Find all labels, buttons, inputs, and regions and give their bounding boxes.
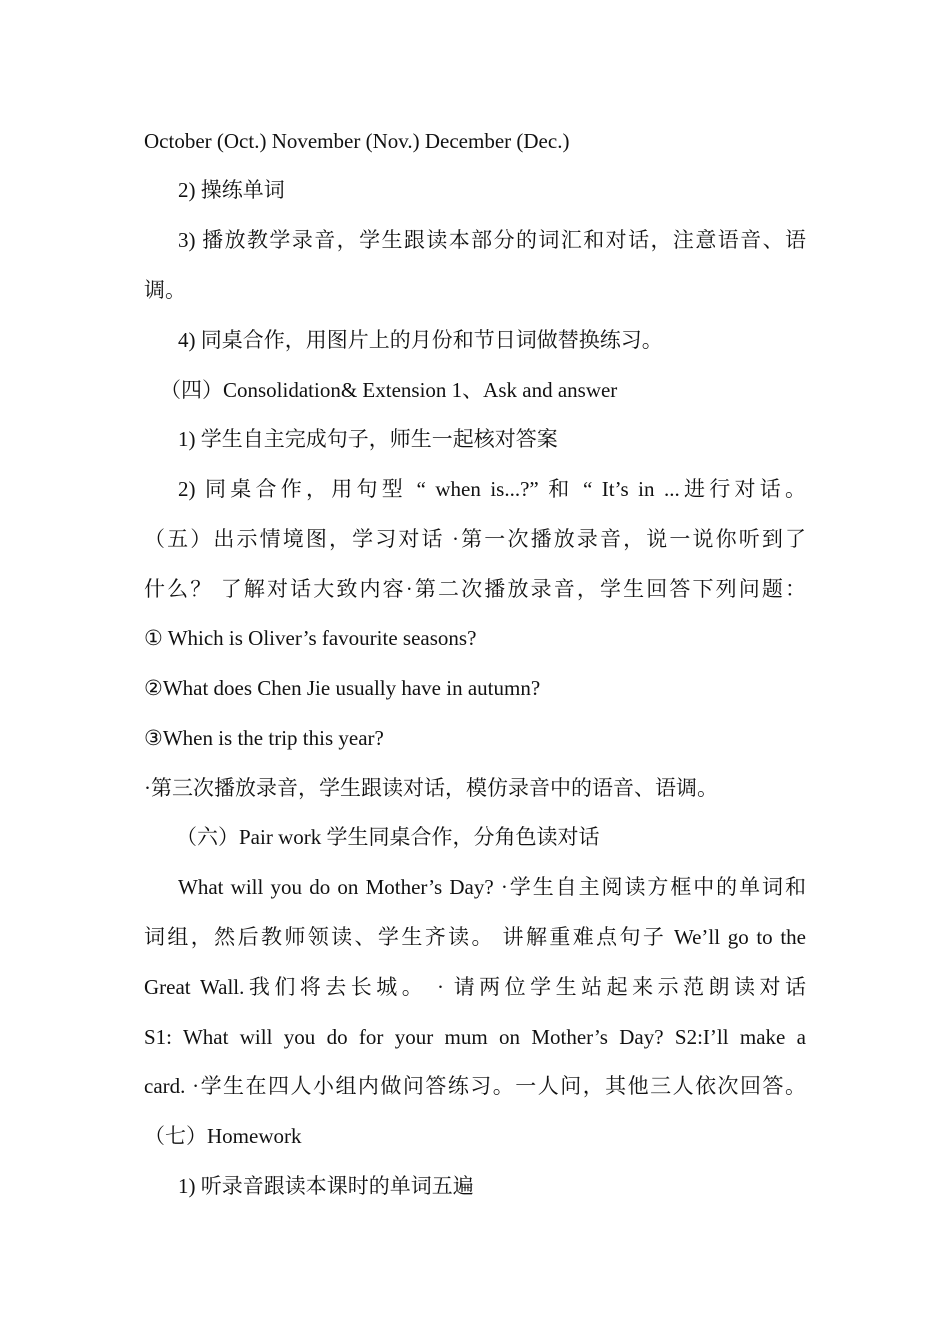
text-line-third-play: ·第三次播放录音，学生跟读对话，模仿录音中的语音、语调。 xyxy=(144,776,718,800)
section-heading-4: （四）Consolidation& Extension 1、Ask and answer xyxy=(160,378,618,402)
text-line-step-3: 3) 播放教学录音，学生跟读本部分的词汇和对话，注意语音、语 xyxy=(178,228,806,252)
text-line-great-wall-1: 词组，然后教师领读、学生齐读。 讲解重难点句子 We’ll go to the xyxy=(144,925,806,949)
text-line-step-2: 2) 操练单词 xyxy=(178,178,285,202)
text-line-great-wall-2: Great Wall.我们将去长城。 · 请两位学生站起来示范朗读对话 xyxy=(144,975,806,999)
text-line-months: October (Oct.) November (Nov.) December (Dec.) xyxy=(144,129,570,153)
text-line-group-practice: card. ·学生在四人小组内做问答练习。一人问，其他三人依次回答。 xyxy=(144,1074,806,1098)
text-line-mothers-day: What will you do on Mother’s Day? ·学生自主阅读方框中的单词和 xyxy=(178,875,806,899)
text-line-step-4: 4) 同桌合作，用图片上的月份和节日词做替换练习。 xyxy=(178,328,663,352)
text-line-step-3-cont: 调。 xyxy=(144,278,186,302)
text-line-dialogue: S1: What will you do for your mum on Mother’s Day? S2:I’ll make a xyxy=(144,1025,806,1049)
text-line-homework-1: 1) 听录音跟读本课时的单词五遍 xyxy=(178,1174,474,1198)
section-heading-6: （六）Pair work 学生同桌合作，分角色读对话 xyxy=(176,825,600,849)
section-heading-5: （五）出示情境图，学习对话 ·第一次播放录音，说一说你听到了 xyxy=(144,527,806,551)
text-line-sub-1: 1) 学生自主完成句子，师生一起核对答案 xyxy=(178,427,558,451)
text-line-sub-2: 2) 同桌合作，用句型 “ when is...?” 和 “ It’s in ...进行对话。 xyxy=(178,477,806,501)
question-3: ③When is the trip this year? xyxy=(144,726,384,750)
section-heading-7: （七）Homework xyxy=(144,1124,302,1148)
question-1: ① Which is Oliver’s favourite seasons? xyxy=(144,626,477,650)
text-line-section-5-cont: 什么？ 了解对话大致内容·第二次播放录音，学生回答下列问题： xyxy=(144,577,806,601)
question-2: ②What does Chen Jie usually have in autumn? xyxy=(144,676,541,700)
